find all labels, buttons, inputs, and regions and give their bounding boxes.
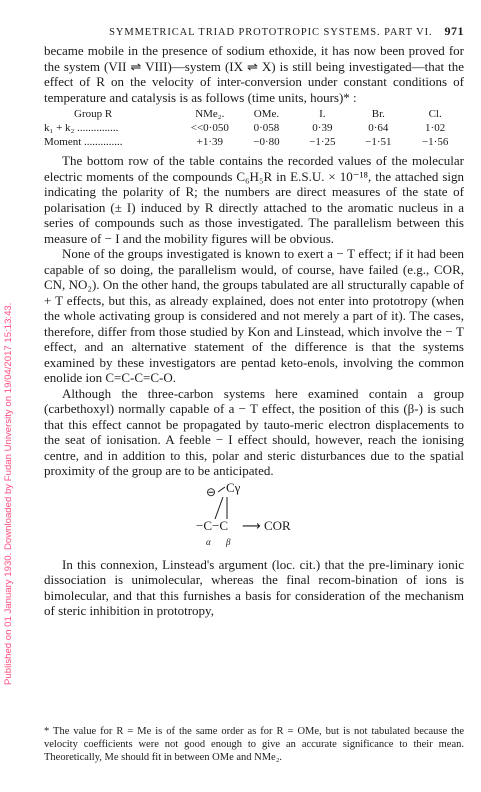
running-title: SYMMETRICAL TRIAD PROTOTROPIC SYSTEMS. PART VI. <box>109 27 433 38</box>
column-header: I. <box>319 108 326 120</box>
paragraph-4: Although the three-carbon systems here examined contain a group (carbethoxyl) normally capable of a − T effect, the position of this (β-) is such that this effect cannot be propagated by tauto-meric electron displacements to the seat of ionisation. A feeble − I effect should, however, reach the ionising centre, and in addition to this, polar and steric disturbances due to the spatial proximity of the group are to be anticipated. <box>44 385 464 478</box>
table-row <box>44 135 464 149</box>
bond-line <box>218 487 225 492</box>
c-gamma-label: Cγ <box>226 479 241 495</box>
paragraph-1: became mobile in the presence of sodium ethoxide, it has now been proved for the system (VII ⇌ VIII)—system (IX ⇌ X) is still being investigated—that the effect of R on the velocity of inter-conversion under constant conditions of temperature and catalysis is as follows (time units, hours)* : <box>44 43 464 105</box>
paragraph-2: The bottom row of the table contains the recorded values of the molecular electric moments of the compounds C₆H₅R in E.S.U. × 10⁻¹⁸, the attached sign indicating the polarity of R; the numbers are direct measures of the state of polarisation (± I) induced by R directly attached to the aromatic nucleus in a series of compounds such as those investigated. The parallelism between this measure of − I and the mobility figures will be obvious. <box>44 153 464 246</box>
article-body <box>44 43 464 619</box>
carbon-chain: −C−C <box>196 517 229 533</box>
mobility-table <box>44 107 464 149</box>
bond-line <box>215 497 223 519</box>
table-cell: −1·51 <box>365 136 392 148</box>
row-label: k₁ + k₂ ............... <box>44 122 119 134</box>
table-cell: 1·02 <box>425 122 446 134</box>
column-header: Cl. <box>428 108 442 120</box>
table-cell: +1·39 <box>196 136 223 148</box>
paragraph-3: None of the groups investigated is known to exert a − T effect; if it had been capable of so doing, the parallelism would, of course, have failed (e.g., COR, CN, NO₂). On the other hand, the groups tabulated are all structurally capable of + T effects, but this, as already explained, does not enter into prototropy (when the whole activating group is considered and not merely a part of it). The cases, therefore, differ from those studied by Kon and Linstead, which involve the − T effect, and an alternative statement of the difference is that the systems examined by these investigators are pentad keto-enols, involving the common enolide ion C=C-C=C-O. <box>44 246 464 385</box>
column-header: Group R <box>74 108 113 120</box>
column-header: Br. <box>371 108 385 120</box>
charge-symbol: ⊖ <box>206 484 217 499</box>
table-row <box>44 121 464 135</box>
table-cell: 0·64 <box>368 122 389 134</box>
reaction-arrow: ⟶ <box>242 518 261 534</box>
table-cell: −1·56 <box>421 136 449 148</box>
table-cell: 0·39 <box>312 122 333 134</box>
column-header: OMe. <box>253 108 280 120</box>
structural-formula <box>44 479 464 557</box>
row-label: Moment .............. <box>44 136 123 148</box>
table-header-row <box>44 107 464 121</box>
table-cell: −1·25 <box>309 136 336 148</box>
table-cell: 0·058 <box>253 122 280 134</box>
column-header: NMe₂. <box>195 108 225 120</box>
table-cell: <<0·050 <box>190 122 229 134</box>
page-number: 971 <box>444 24 464 38</box>
paragraph-5: In this connexion, Linstead's argument (loc. cit.) that the pre-liminary ionic dissociation is unimolecular, whereas the final recom-bination of ions is bimolecular, and that this furnishes a basis for consideration of the mechanism of steric inhibition in prototropy, <box>44 556 464 618</box>
publication-watermark: Published on 01 January 1930. Downloaded by Fudan University on 19/04/2017 15:13:43. <box>3 302 14 685</box>
running-header <box>44 24 464 39</box>
formula-svg <box>44 479 464 557</box>
footnote: * The value for R = Me is of the same order as for R = OMe, but is not tabulated because the velocity coefficients were not good enough to give an accurate significance to their mean. Theoretically, Me should fit in between OMe and NMe₂. <box>44 726 464 763</box>
table-cell: −0·80 <box>253 136 280 148</box>
alpha-label: α <box>206 536 211 547</box>
cor-group: COR <box>264 517 291 533</box>
beta-label: β <box>226 536 231 547</box>
